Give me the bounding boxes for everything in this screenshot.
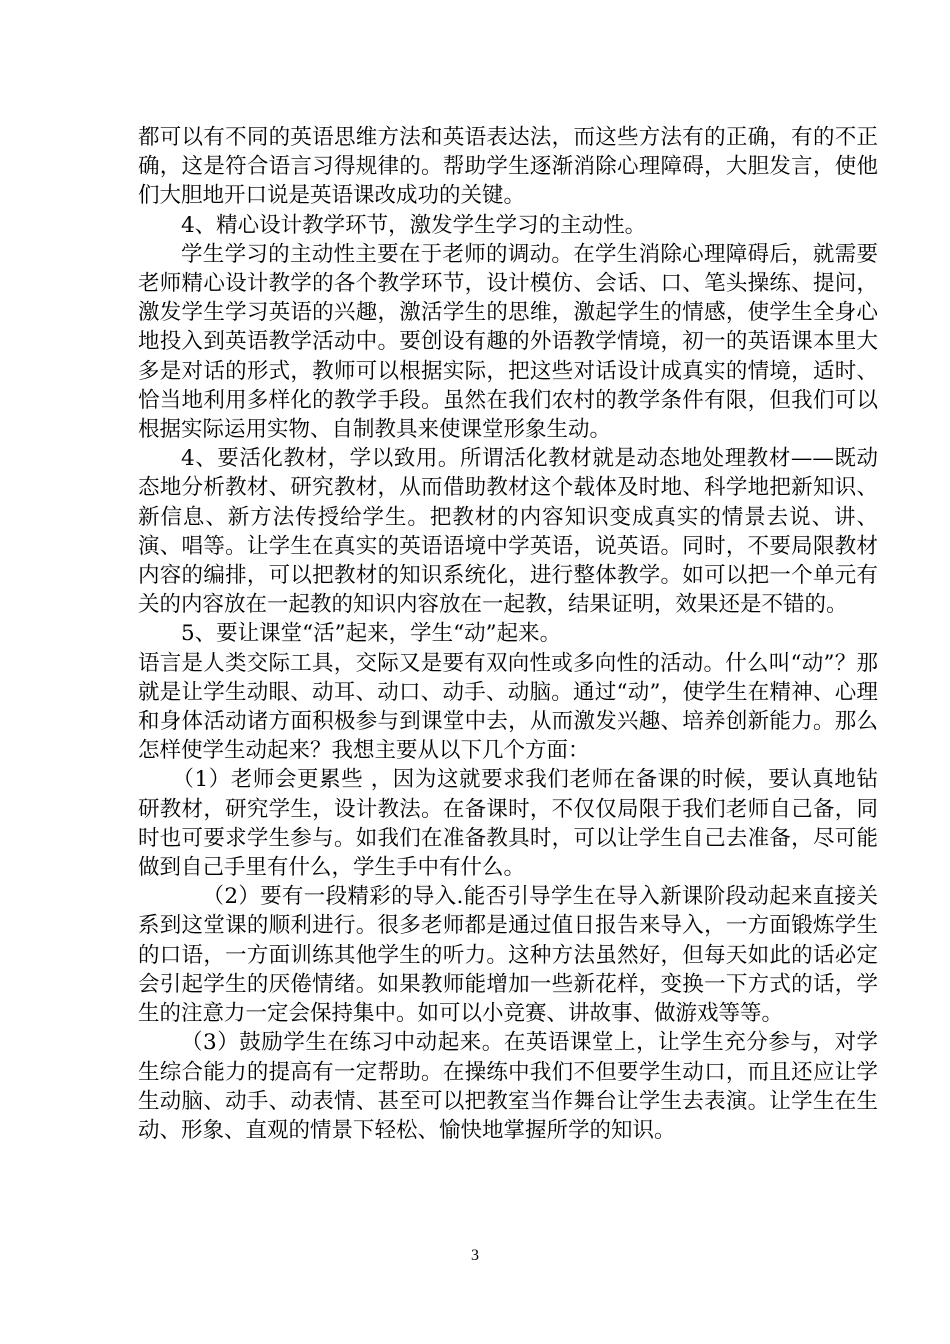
heading-4-teaching-design: 4、精心设计教学环节，激发学生学习的主动性。	[181, 212, 647, 238]
paragraph-activate-textbook: 4、要活化教材，学以致用。所谓活化教材就是动态地处理教材——既动态地分析教材、研究教材，从而借助教材这个载体及时地、科学地把新知识、新信息、新方法传授给学生。把教材的内容知识变成真实的情景去说、讲、演、唱等。让学生在真实的英语语境中学英语，说英语。同时，不要局限教材内容的编排，可以把教材的知识系统化，进行整体教学。如可以把一个单元有关的内容放在一起教的知识内容放在一起教，结果证明，效果还是不错的。	[138, 446, 878, 618]
body-text	[138, 123, 878, 1145]
page-number: 3	[471, 1247, 479, 1264]
heading-5-active-classroom: 5、要让课堂“活”起来，学生“动”起来。	[181, 621, 562, 647]
list-item-2-introduction: （2）要有一段精彩的导入.能否引导学生在导入新课阶段动起来直接关系到这堂课的顺利进行。很多老师都是通过值日报告来导入，一方面锻炼学生的口语，一方面训练其他学生的听力。这种方法虽然好，但每天如此的话必定会引起学生的厌倦情绪。如果教师能增加一些新花样，变换一下方式的话，学生的注意力一定会保持集中。如可以小竞赛、讲故事、做游戏等等。	[138, 884, 878, 1027]
list-item-1-teacher-prep: （1）老师会更累些 ，因为这就要求我们老师在备课的时候，要认真地钻研教材，研究学生，设计教法。在备课时，不仅仅局限于我们老师自己备，同时也可要求学生参与。如我们在准备教具时，可以让学生自己去准备，尽可能做到自己手里有什么，学生手中有什么。	[138, 767, 878, 881]
paragraph-continuation: 都可以有不同的英语思维方法和英语表达法，而这些方法有的正确，有的不正确，这是符合语言习得规律的。帮助学生逐渐消除心理障碍，大胆发言，使他们大胆地开口说是英语课改成功的关键。	[138, 125, 878, 209]
paragraph-language-communication: 语言是人类交际工具，交际又是要有双向性或多向性的活动。什么叫“动”？那就是让学生动眼、动耳、动口、动手、动脑。通过“动”，使学生在精神、心理和身体活动诸方面积极参与到课堂中去，从而激发兴趣、培养创新能力。那么怎样使学生动起来？我想主要从以下几个方面：	[138, 650, 878, 764]
paragraph-student-initiative: 学生学习的主动性主要在于老师的调动。在学生消除心理障碍后，就需要老师精心设计教学的各个教学环节，设计模仿、会话、口、笔头操练、提问，激发学生学习英语的兴趣，激活学生的思维，激起学生的情感，使学生全身心地投入到英语教学活动中。要创设有趣的外语教学情境，初一的英语课本里大多是对话的形式，教师可以根据实际，把这些对话设计成真实的情境，适时、恰当地利用多样化的教学手段。虽然在我们农村的教学条件有限，但我们可以根据实际运用实物、自制教具来使课堂形象生动。	[138, 241, 878, 443]
list-item-3-practice: （3）鼓励学生在练习中动起来。在英语课堂上，让学生充分参与，对学生综合能力的提高有一定帮助。在操练中我们不但要学生动口，而且还应让学生动脑、动手、动表情、甚至可以把教室当作舞台让学生去表演。让学生在生动、形象、直观的情景下轻松、愉快地掌握所学的知识。	[138, 1030, 878, 1143]
